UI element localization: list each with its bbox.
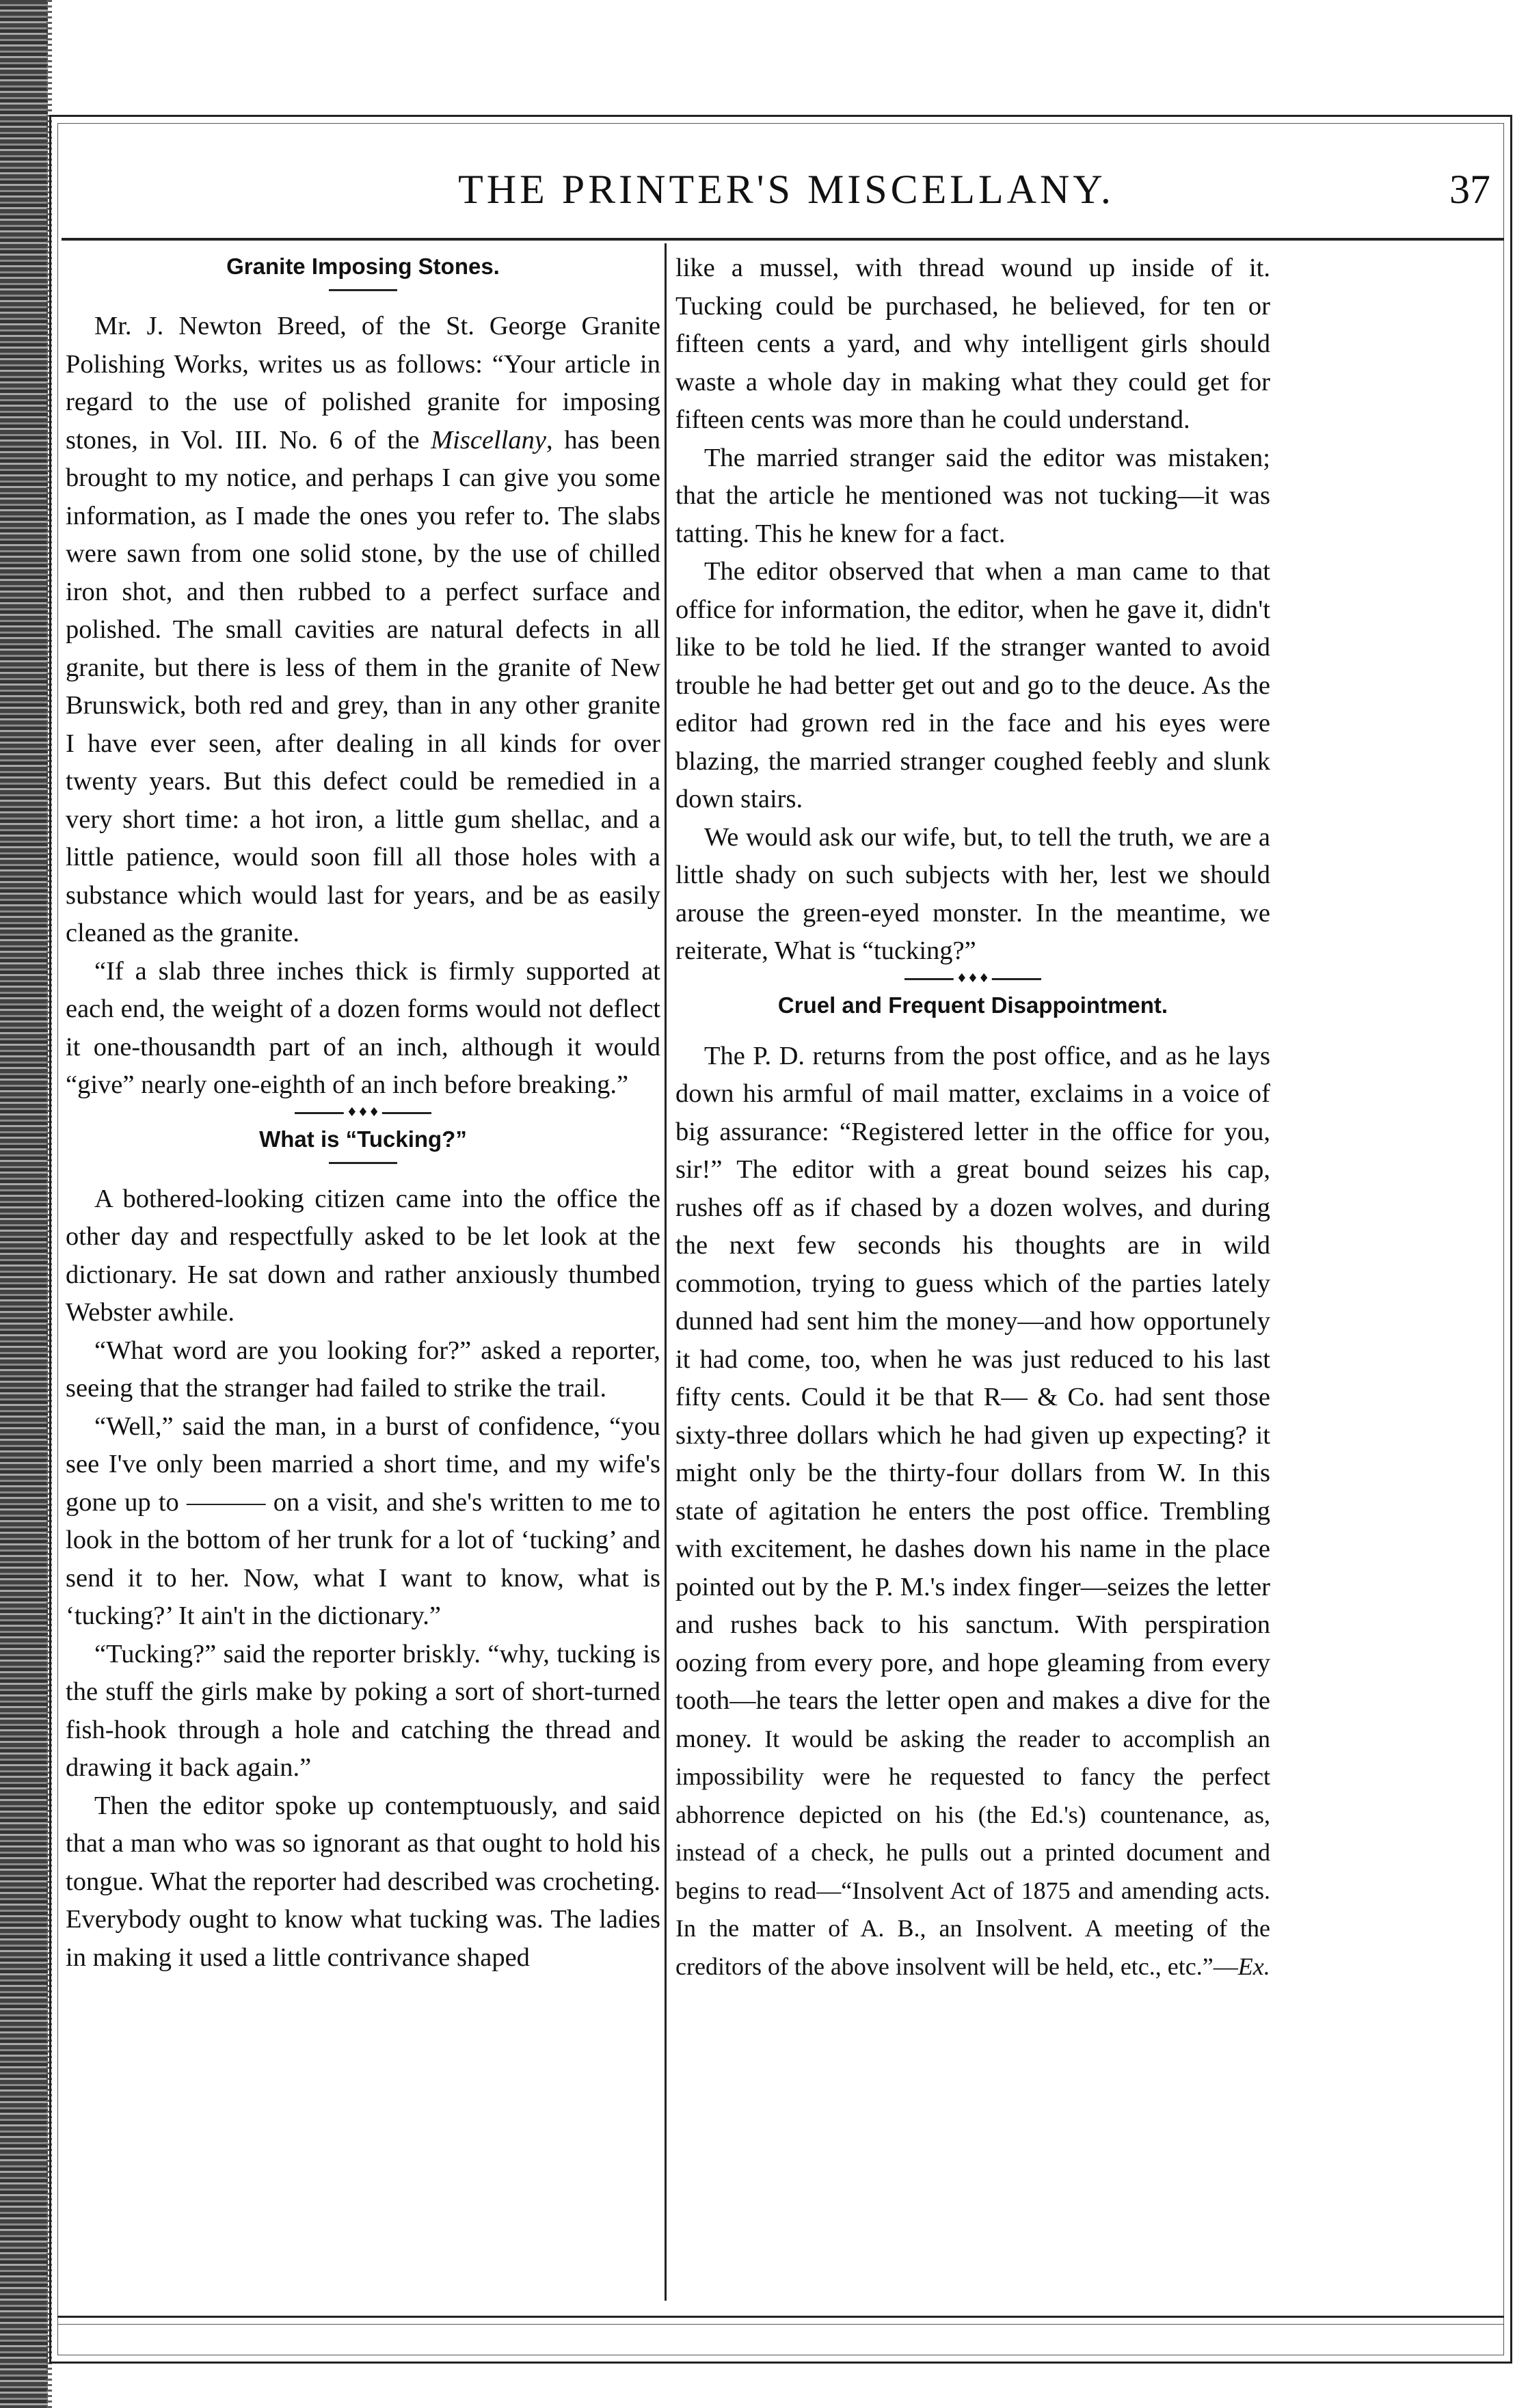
- binding-edge: [0, 0, 48, 2408]
- article-heading-cruel: Cruel and Frequent Disappointment.: [777, 992, 1168, 1018]
- article-heading-tucking: What is “Tucking?”: [259, 1126, 467, 1152]
- paragraph: “What word are you looking for?” asked a reporter, seeing that the stranger had failed to strike the trail.: [66, 1336, 660, 1403]
- ornament-divider: ♦♦♦: [295, 1106, 431, 1120]
- paragraph: “Well,” said the man, in a burst of confidence, “you see I've only been married a short time, and my wife's gone up to ——— on a visit, and she's written to me to look in the bottom of her trunk for a lot of ‘tucking’ and send it to her. Now, what I want to know, what is ‘tucking?’ It ain't in the dictionary.”: [66, 1411, 660, 1630]
- heading-rule: [329, 1162, 397, 1164]
- left-column: [66, 249, 660, 1977]
- paragraph: The editor observed that when a man came to that office for information, the editor, when he gave it, didn't like to be told he lied. If the stranger wanted to avoid trouble he had better get out and go to the deuce. As the editor had grown red in the face and his eyes were blazing, the married stranger coughed feebly and slunk down stairs.: [675, 557, 1270, 813]
- column-divider: [665, 243, 667, 2301]
- footer-rule: [57, 2316, 1504, 2318]
- paragraph: “If a slab three inches thick is firmly supported at each end, the weight of a dozen forms would not deflect it one-thousandth part of an inch, although it would “give” nearly one-eighth of an inch before breaking.”: [66, 956, 660, 1099]
- article-heading-granite: Granite Imposing Stones.: [226, 254, 500, 279]
- spacer: [675, 1023, 1270, 1038]
- paragraph: Mr. J. Newton Breed, of the St. George Granite Polishing Works, writes us as follows: “Your article in regard to the use of polished granite for imposing stones, in Vol. III. No. 6 of the Miscellany, has been brought to my notice, and perhaps I can give you some information, as I made the ones you refer to. The slabs were sawn from one solid stone, by the use of chilled iron shot, and then rubbed to a perfect surface and polished. The small cavities are natural defects in all granite, but there is less of them in the granite of New Brunswick, both red and grey, than in any other granite I have ever seen, after dealing in all kinds for over twenty years. But this defect could be remedied in a very short time: a hot iron, a little gum shellac, and a little patience, would soon fill all those holes with a substance which would last for years, and be as easily cleaned as the granite.: [66, 312, 660, 947]
- right-column: [675, 249, 1270, 1986]
- paragraph: The P. D. returns from the post office, and as he lays down his armful of mail matter, exclaims in a voice of big assurance: “Registered letter in the office for you, sir!” The editor with a great bound seizes his cap, rushes off as if chased by a dozen wolves, and during the next few seconds his thoughts are in wild commotion, trying to guess which of the parties lately dunned had sent him the money—and how opportunely it had come, too, when he was just reduced to his last fifty cents. Could it be that R— & Co. had sent those sixty-three dollars which he had given up expecting? it might only be the thirty-four dollars from W. In this state of agitation he enters the post office. Trembling with excitement, he dashes down his name in the place pointed out by the P. M.'s index finger—seizes the letter and rushes back to his sanctum. With perspiration oozing from every pore, and hope gleaming from every tooth—he tears the letter open and makes a dive for the money. It would be asking the reader to accomplish an impossibility were he requested to fancy the perfect abhorrence depicted on his (the Ed.'s) countenance, as, instead of a check, he pulls out a printed document and begins to read—“Insolvent Act of 1875 and amending acts. In the matter of A. B., an Insolvent. A meeting of the creditors of the above insolvent will be held, etc., etc.”—Ex.: [675, 1041, 1271, 1980]
- header-rule: [62, 238, 1504, 241]
- paragraph: “Tucking?” said the reporter briskly. “why, tucking is the stuff the girls make by poking a sort of short-turned fish-hook through a hole and catching the thread and drawing it back again.”: [66, 1639, 660, 1782]
- running-head: [75, 159, 1497, 220]
- paragraph: We would ask our wife, but, to tell the truth, we are a little shady on such subjects with her, lest we should arouse the green-eyed monster. In the meantime, we reiterate, What is “tucking?”: [675, 822, 1270, 965]
- paragraph: Then the editor spoke up contemptuously, and said that a man who was so ignorant as that ought to hold his tongue. What the reporter had described was crocheting. Everybody ought to know what tucking was. The ladies in making it used a little contrivance shaped: [66, 1791, 660, 1972]
- footer-rule-thin: [57, 2324, 1504, 2325]
- paragraph: The married stranger said the editor was mistaken; that the article he mentioned was not tucking—it was tatting. This he knew for a fact.: [675, 443, 1270, 548]
- ornament-divider: ♦♦♦: [904, 972, 1041, 986]
- heading-rule: [329, 289, 397, 291]
- paragraph: like a mussel, with thread wound up inside of it. Tucking could be purchased, he believed, for ten or fifteen cents a yard, and why intelligent girls should waste a whole day in making what they could get for fifteen cents was more than he could understand.: [675, 254, 1270, 434]
- running-title: THE PRINTER'S MISCELLANY.: [458, 167, 1114, 212]
- page-number: 37: [1449, 167, 1490, 212]
- paragraph: A bothered-looking citizen came into the office the other day and respectfully asked to be let look at the dictionary. He sat down and rather anxiously thumbed Webster awhile.: [66, 1184, 660, 1327]
